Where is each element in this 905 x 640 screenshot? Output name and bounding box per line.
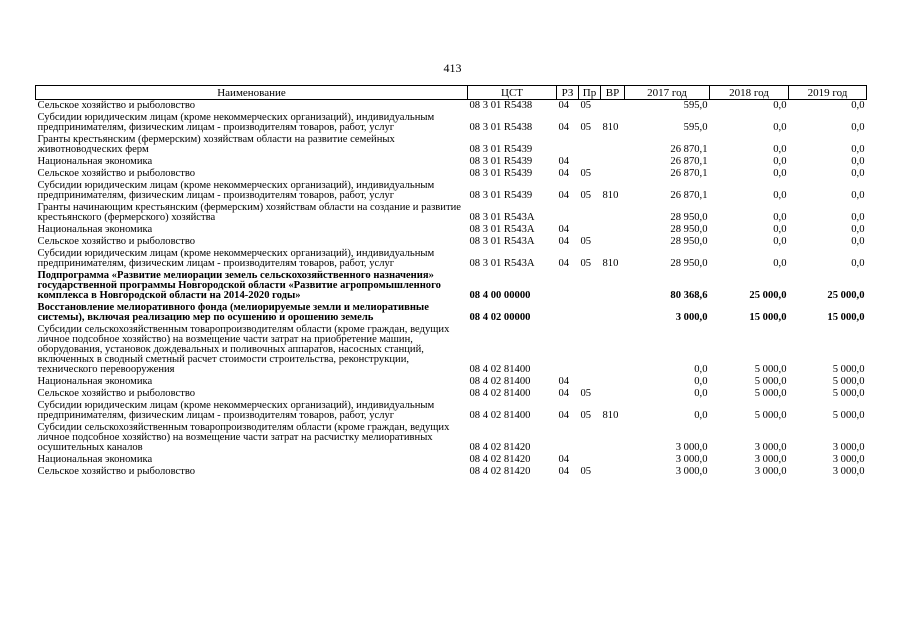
row-rz: 04 bbox=[558, 224, 570, 235]
row-2017: 595,0 bbox=[683, 100, 708, 111]
row-vr bbox=[601, 376, 625, 388]
header-name: Наименование bbox=[36, 86, 468, 100]
row-2018: 0,0 bbox=[773, 190, 787, 201]
row-name: Восстановление мелиоративного фонда (мелиорируемые земли и мелиоративные системы), включая реализацию мер по осушению и орошению земель bbox=[37, 302, 429, 323]
row-rz: 04 bbox=[558, 258, 570, 269]
row-vr bbox=[601, 324, 625, 376]
row-name: Субсидии юридическим лицам (кроме некоммерческих организаций), индивидуальным предпринимателям, физическим лицам - производителям товаров, работ, услуг bbox=[37, 180, 435, 201]
row-2018: 3 000,0 bbox=[754, 466, 787, 477]
table-row bbox=[36, 466, 867, 478]
table-row bbox=[36, 112, 867, 134]
row-vr bbox=[601, 302, 625, 324]
row-cst: 08 3 01 R5438 bbox=[469, 100, 533, 111]
row-2019: 0,0 bbox=[851, 224, 865, 235]
row-pr bbox=[579, 202, 601, 224]
row-cst: 08 4 02 81400 bbox=[469, 376, 531, 387]
row-pr: 05 bbox=[580, 388, 592, 399]
row-name: Субсидии юридическим лицам (кроме некоммерческих организаций), индивидуальным предпринимателям, физическим лицам - производителям товаров, работ, услуг bbox=[37, 400, 435, 421]
row-rz bbox=[557, 324, 579, 376]
row-2018: 0,0 bbox=[773, 212, 787, 223]
row-cst: 08 4 02 81400 bbox=[469, 410, 531, 421]
row-name: Сельское хозяйство и рыболовство bbox=[37, 466, 196, 477]
row-2017: 28 950,0 bbox=[670, 236, 708, 247]
row-2017: 3 000,0 bbox=[675, 442, 708, 453]
row-vr bbox=[601, 270, 625, 302]
header-vr: ВР bbox=[601, 86, 625, 100]
table-row bbox=[36, 168, 867, 180]
row-2018: 25 000,0 bbox=[749, 290, 787, 301]
row-2018: 0,0 bbox=[773, 122, 787, 133]
row-2019: 3 000,0 bbox=[832, 442, 865, 453]
row-cst: 08 4 02 81420 bbox=[469, 454, 531, 465]
row-2018: 5 000,0 bbox=[754, 376, 787, 387]
row-2019: 0,0 bbox=[851, 122, 865, 133]
row-2017: 595,0 bbox=[683, 122, 708, 133]
row-rz: 04 bbox=[558, 388, 570, 399]
row-2019: 0,0 bbox=[851, 168, 865, 179]
row-vr bbox=[601, 422, 625, 454]
row-2019: 0,0 bbox=[851, 100, 865, 111]
row-2018: 0,0 bbox=[773, 144, 787, 155]
row-name: Сельское хозяйство и рыболовство bbox=[37, 236, 196, 247]
row-2019: 5 000,0 bbox=[832, 388, 865, 399]
row-2017: 80 368,6 bbox=[670, 290, 708, 301]
row-pr bbox=[579, 422, 601, 454]
row-vr bbox=[601, 100, 625, 113]
row-pr bbox=[579, 224, 601, 236]
row-rz: 04 bbox=[558, 156, 570, 167]
row-2018: 3 000,0 bbox=[754, 454, 787, 465]
row-cst: 08 4 02 81420 bbox=[469, 466, 531, 477]
row-2017: 0,0 bbox=[694, 388, 708, 399]
row-2017: 0,0 bbox=[694, 410, 708, 421]
table-row bbox=[36, 100, 867, 113]
row-pr: 05 bbox=[580, 258, 592, 269]
header-2018: 2018 год bbox=[710, 86, 789, 100]
row-rz: 04 bbox=[558, 454, 570, 465]
row-cst: 08 4 02 00000 bbox=[469, 312, 531, 323]
row-2019: 3 000,0 bbox=[832, 466, 865, 477]
row-vr bbox=[601, 202, 625, 224]
row-cst: 08 3 01 R5439 bbox=[469, 156, 533, 167]
row-2017: 26 870,1 bbox=[670, 168, 708, 179]
row-rz: 04 bbox=[558, 190, 570, 201]
row-2017: 26 870,1 bbox=[670, 144, 708, 155]
row-pr bbox=[579, 302, 601, 324]
row-cst: 08 4 02 81400 bbox=[469, 364, 531, 375]
row-pr: 05 bbox=[580, 190, 592, 201]
row-rz: 04 bbox=[558, 466, 570, 477]
table-row bbox=[36, 302, 867, 324]
row-2018: 15 000,0 bbox=[749, 312, 787, 323]
row-cst: 08 3 01 R543A bbox=[469, 236, 535, 247]
row-cst: 08 3 01 R5439 bbox=[469, 190, 533, 201]
table-row bbox=[36, 376, 867, 388]
table-row bbox=[36, 248, 867, 270]
table-row bbox=[36, 224, 867, 236]
table-row bbox=[36, 400, 867, 422]
table-row bbox=[36, 388, 867, 400]
table-row bbox=[36, 202, 867, 224]
row-pr bbox=[579, 156, 601, 168]
row-vr bbox=[601, 454, 625, 466]
table-row bbox=[36, 324, 867, 376]
row-2018: 0,0 bbox=[773, 224, 787, 235]
row-2018: 0,0 bbox=[773, 156, 787, 167]
row-rz: 04 bbox=[558, 376, 570, 387]
row-2017: 0,0 bbox=[694, 376, 708, 387]
row-cst: 08 3 01 R543A bbox=[469, 258, 535, 269]
row-2018: 0,0 bbox=[773, 100, 787, 111]
row-2017: 28 950,0 bbox=[670, 258, 708, 269]
row-pr: 05 bbox=[580, 100, 592, 111]
row-2017: 26 870,1 bbox=[670, 156, 708, 167]
row-2017: 26 870,1 bbox=[670, 190, 708, 201]
row-2019: 0,0 bbox=[851, 212, 865, 223]
row-name: Сельское хозяйство и рыболовство bbox=[37, 168, 196, 179]
row-2019: 0,0 bbox=[851, 156, 865, 167]
row-2019: 15 000,0 bbox=[827, 312, 865, 323]
table-row bbox=[36, 454, 867, 466]
row-cst: 08 3 01 R5439 bbox=[469, 144, 533, 155]
row-2018: 0,0 bbox=[773, 236, 787, 247]
table-row bbox=[36, 134, 867, 156]
row-vr: 810 bbox=[602, 410, 619, 421]
row-rz: 04 bbox=[558, 236, 570, 247]
row-2019: 5 000,0 bbox=[832, 376, 865, 387]
row-rz: 04 bbox=[558, 410, 570, 421]
row-2019: 0,0 bbox=[851, 144, 865, 155]
row-name: Национальная экономика bbox=[37, 454, 153, 465]
table-body bbox=[36, 100, 867, 479]
header-pr: Пр bbox=[579, 86, 601, 100]
row-rz bbox=[557, 422, 579, 454]
row-vr bbox=[601, 224, 625, 236]
row-2017: 0,0 bbox=[694, 364, 708, 375]
row-name: Гранты крестьянским (фермерским) хозяйствам области на развитие семейных животноводческих ферм bbox=[37, 134, 395, 155]
row-name: Национальная экономика bbox=[37, 376, 153, 387]
budget-table bbox=[35, 85, 867, 478]
row-2019: 0,0 bbox=[851, 190, 865, 201]
row-rz: 04 bbox=[558, 122, 570, 133]
row-2017: 3 000,0 bbox=[675, 454, 708, 465]
row-2017: 28 950,0 bbox=[670, 212, 708, 223]
row-name: Субсидии сельскохозяйственным товаропроизводителям области (кроме граждан, ведущих личное подсобное хозяйство) на возмещение части затрат на расчистку мелиоративных осушительных каналов bbox=[37, 422, 450, 453]
row-name: Подпрограмма «Развитие мелиорации земель сельскохозяйственного назначения» государственной программы Новгородской области «Развитие агропромышленного комплекса в Новгородской области на 2014-2020 годы» bbox=[37, 270, 441, 301]
row-vr bbox=[601, 236, 625, 248]
table-row bbox=[36, 422, 867, 454]
row-cst: 08 4 00 00000 bbox=[469, 290, 531, 301]
row-vr bbox=[601, 388, 625, 400]
row-name: Субсидии юридическим лицам (кроме некоммерческих организаций), индивидуальным предпринимателям, физическим лицам - производителям товаров, работ, услуг bbox=[37, 112, 435, 133]
row-2019: 0,0 bbox=[851, 236, 865, 247]
row-vr: 810 bbox=[602, 122, 619, 133]
table-row bbox=[36, 270, 867, 302]
row-vr bbox=[601, 156, 625, 168]
row-pr: 05 bbox=[580, 168, 592, 179]
row-vr bbox=[601, 168, 625, 180]
row-rz bbox=[557, 270, 579, 302]
header-2017: 2017 год bbox=[625, 86, 710, 100]
row-name: Национальная экономика bbox=[37, 156, 153, 167]
row-2017: 3 000,0 bbox=[675, 466, 708, 477]
row-cst: 08 3 01 R543A bbox=[469, 212, 535, 223]
row-rz bbox=[557, 134, 579, 156]
table-header-row bbox=[36, 86, 867, 100]
row-cst: 08 4 02 81420 bbox=[469, 442, 531, 453]
row-vr bbox=[601, 134, 625, 156]
page-number: 413 bbox=[443, 61, 462, 75]
header-rz: РЗ bbox=[557, 86, 579, 100]
row-2017: 3 000,0 bbox=[675, 312, 708, 323]
row-2018: 5 000,0 bbox=[754, 410, 787, 421]
row-vr: 810 bbox=[602, 258, 619, 269]
row-rz bbox=[557, 202, 579, 224]
row-rz bbox=[557, 302, 579, 324]
row-name: Субсидии сельскохозяйственным товаропроизводителям области (кроме граждан, ведущих личное подсобное хозяйство) на возмещение части затрат на приобретение машин, оборудования, установок дождевальных и поливочных аппаратов, насосных станций, включенных в сводный сметный расчет стоимости строительства, реконструкции, технического перевооружения bbox=[37, 324, 450, 375]
row-2019: 3 000,0 bbox=[832, 454, 865, 465]
row-2018: 0,0 bbox=[773, 258, 787, 269]
row-pr bbox=[579, 376, 601, 388]
row-cst: 08 3 01 R5439 bbox=[469, 168, 533, 179]
row-2018: 3 000,0 bbox=[754, 442, 787, 453]
row-pr: 05 bbox=[580, 236, 592, 247]
row-2019: 25 000,0 bbox=[827, 290, 865, 301]
header-cst: ЦСТ bbox=[468, 86, 557, 100]
row-name: Национальная экономика bbox=[37, 224, 153, 235]
row-pr: 05 bbox=[580, 122, 592, 133]
row-pr: 05 bbox=[580, 410, 592, 421]
row-rz: 04 bbox=[558, 100, 570, 111]
row-vr bbox=[601, 466, 625, 478]
row-2018: 5 000,0 bbox=[754, 364, 787, 375]
header-2019: 2019 год bbox=[789, 86, 867, 100]
table-row bbox=[36, 180, 867, 202]
row-rz: 04 bbox=[558, 168, 570, 179]
row-name: Сельское хозяйство и рыболовство bbox=[37, 388, 196, 399]
row-name: Сельское хозяйство и рыболовство bbox=[37, 100, 196, 111]
row-2018: 0,0 bbox=[773, 168, 787, 179]
row-2019: 5 000,0 bbox=[832, 410, 865, 421]
row-pr: 05 bbox=[580, 466, 592, 477]
row-cst: 08 3 01 R5438 bbox=[469, 122, 533, 133]
row-2017: 28 950,0 bbox=[670, 224, 708, 235]
row-name: Субсидии юридическим лицам (кроме некоммерческих организаций), индивидуальным предпринимателям, физическим лицам - производителям товаров, работ, услуг bbox=[37, 248, 435, 269]
row-pr bbox=[579, 270, 601, 302]
row-cst: 08 4 02 81400 bbox=[469, 388, 531, 399]
table-row bbox=[36, 156, 867, 168]
row-2019: 0,0 bbox=[851, 258, 865, 269]
row-pr bbox=[579, 324, 601, 376]
row-2018: 5 000,0 bbox=[754, 388, 787, 399]
row-pr bbox=[579, 454, 601, 466]
row-2019: 5 000,0 bbox=[832, 364, 865, 375]
row-name: Гранты начинающим крестьянским (фермерским) хозяйствам области на создание и развитие крестьянского (фермерского) хозяйства bbox=[37, 202, 461, 223]
row-pr bbox=[579, 134, 601, 156]
table-row bbox=[36, 236, 867, 248]
row-cst: 08 3 01 R543A bbox=[469, 224, 535, 235]
row-vr: 810 bbox=[602, 190, 619, 201]
